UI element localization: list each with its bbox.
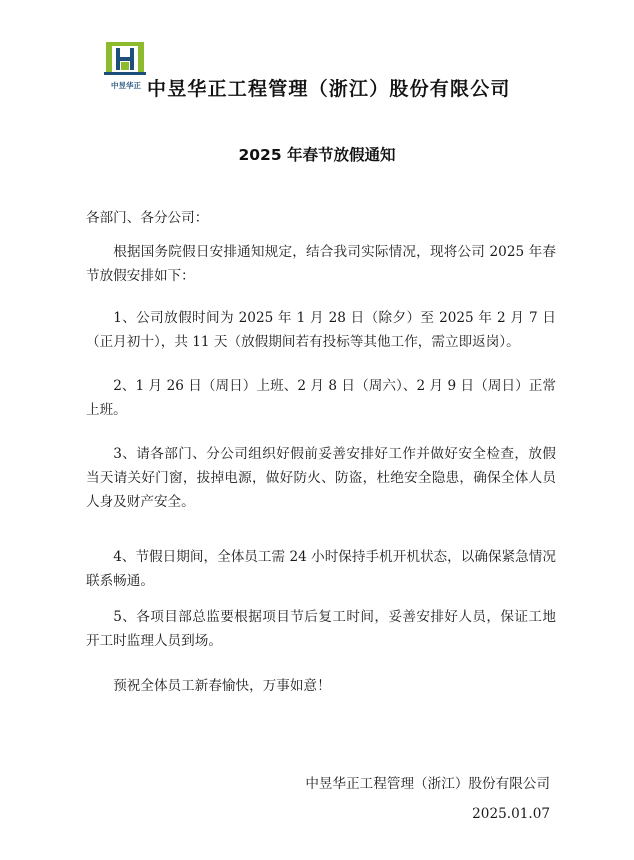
logo-caption: 中昱华正 [111, 81, 141, 90]
signature-date: 2025.01.07 [472, 806, 550, 822]
paragraph-intro: 根据国务院假日安排通知规定，结合我司实际情况，现将公司 2025 年春节放假安排如下： [86, 244, 556, 284]
paragraph-item-3: 3、请各部门、分公司组织好假前妥善安排好工作并做好安全检查，放假当天请关好门窗，拔掉电源，做好防火、防盗，杜绝安全隐患，确保全体人员人身及财产安全。 [86, 446, 556, 510]
company-header: 中昱华正工程管理（浙江）股份有限公司 [147, 78, 511, 100]
notice-title: 2025 年春节放假通知 [238, 146, 396, 164]
signature-company: 中昱华正工程管理（浙江）股份有限公司 [305, 776, 550, 792]
paragraph-item-4: 4、节假日期间，全体员工需 24 小时保持手机开机状态，以确保紧急情况联系畅通。 [86, 549, 556, 589]
salutation: 各部门、各分公司： [86, 210, 209, 226]
paragraph-item-1: 1、公司放假时间为 2025 年 1 月 28 日（除夕）至 2025 年 2 月 7 日（正月初十），共 11 天（放假期间若有投标等其他工作，需立即返岗）。 [86, 310, 556, 350]
paragraph-item-5: 5、各项目部总监要根据项目节后复工时间，妥善安排好人员，保证工地开工时监理人员到场。 [86, 609, 556, 649]
closing-greeting: 预祝全体员工新春愉快，万事如意！ [113, 678, 331, 694]
paragraph-item-2: 2、1 月 26 日（周日）上班、2 月 8 日（周六）、2 月 9 日（周日）正常上班。 [86, 378, 556, 418]
